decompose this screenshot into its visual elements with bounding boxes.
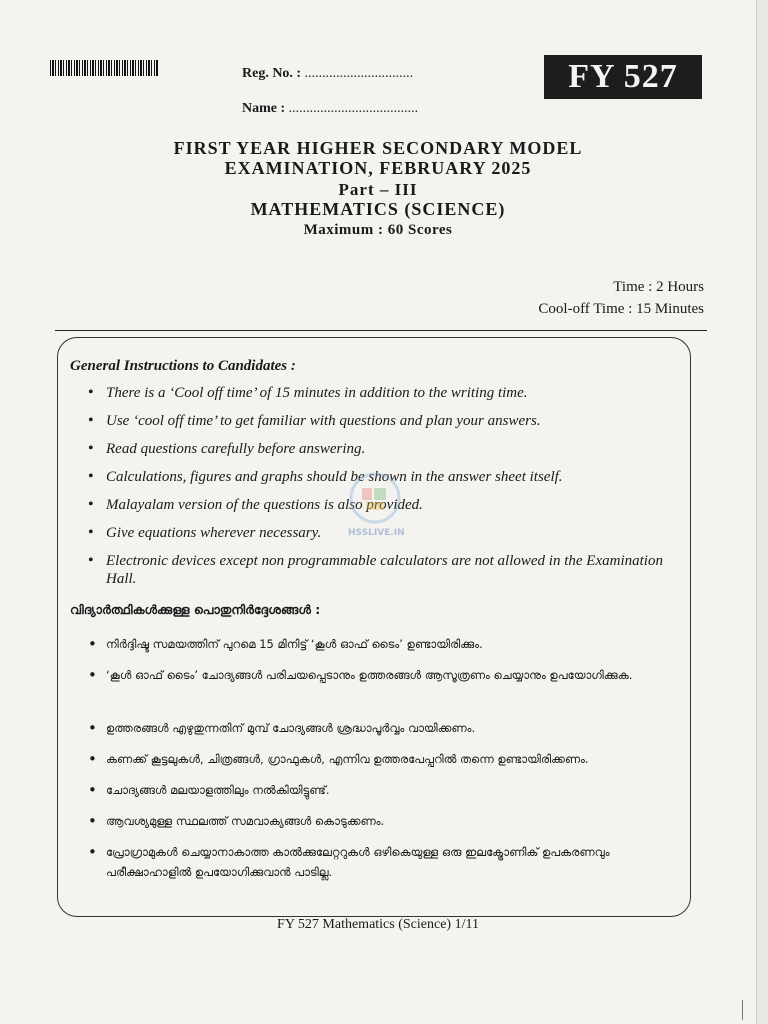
name-dots: .....................................	[288, 101, 419, 116]
instruction-item: • Use ‘cool off time’ to get familiar with questions and plan your answers.	[88, 412, 678, 440]
instructions-heading-ml: വിദ്യാർത്ഥികൾക്കുള്ള പൊതുനിർദ്ദേശങ്ങൾ :	[70, 602, 321, 617]
instruction-item: • Malayalam version of the questions is also provided.	[88, 496, 678, 524]
instruction-item: • There is a ‘Cool off time’ of 15 minutes in addition to the writing time.	[88, 384, 678, 412]
time-allowed: Time : 2 Hours	[613, 279, 704, 295]
watermark-icon	[340, 470, 410, 530]
page-edge-mark	[742, 1000, 743, 1020]
instructions-list-ml	[88, 634, 684, 895]
reg-no-field	[242, 66, 413, 82]
name-field	[242, 101, 418, 117]
divider	[55, 330, 707, 331]
instruction-item-ml: • ചോദ്യങ്ങൾ മലയാളത്തിലും നൽകിയിട്ടുണ്ട്.	[88, 780, 684, 811]
reg-no-dots: ...............................	[304, 66, 414, 81]
page-footer: FY 527 Mathematics (Science) 1/11	[277, 917, 479, 932]
instruction-item-ml: • കണക്ക് കൂട്ടലുകൾ, ചിത്രങ്ങൾ, ഗ്രാഫുകൾ, എന്നിവ ഉത്തരപേപ്പറിൽ തന്നെ ഉണ്ടായിരിക്കണം.	[88, 749, 684, 780]
watermark-logo	[340, 470, 410, 550]
title-part: Part – III	[338, 180, 418, 199]
watermark-text: HSSLIVE.IN	[348, 528, 405, 538]
instruction-item-ml: • പ്രോഗ്രാമുകൾ ചെയ്യാനാകാത്ത കാൽക്കുലേറ്ററുകൾ ഒഴികെയുള്ള ഒരു ഇലക്ട്രോണിക് ഉപകരണവും പരീക്ഷാഹാളിൽ ഉപയോഗിക്കുവാൻ പാടില്ല.	[88, 842, 684, 895]
instruction-item-ml: • ഉത്തരങ്ങൾ എഴുതുന്നതിന് മുമ്പ് ചോദ്യങ്ങൾ ശ്രദ്ധാപൂർവ്വം വായിക്കണം.	[88, 718, 684, 749]
instruction-item-ml: • നിർദ്ദിഷ്ട സമയത്തിന് പുറമെ 15 മിനിട്ട് ‘കൂൾ ഓഫ് ടൈം’ ഉണ്ടായിരിക്കും.	[88, 634, 684, 665]
barcode	[50, 60, 158, 76]
instruction-item-ml: • ആവശ്യമുള്ള സ്ഥലത്ത് സമവാക്യങ്ങൾ കൊടുക്കണം.	[88, 811, 684, 842]
instruction-item: • Give equations wherever necessary.	[88, 524, 678, 552]
instruction-item-ml: • ‘കൂൾ ഓഫ് ടൈം’ ചോദ്യങ്ങൾ പരിചയപ്പെടാനും ഉത്തരങ്ങൾ ആസൂത്രണം ചെയ്യാനും ഉപയോഗിക്കുക.	[88, 665, 684, 718]
title-line-1: FIRST YEAR HIGHER SECONDARY MODEL	[173, 138, 583, 158]
title-subject: MATHEMATICS (SCIENCE)	[250, 199, 506, 219]
instruction-item: • Electronic devices except non programmable calculators are not allowed in the Examination Hall.	[88, 552, 678, 598]
instruction-item: • Read questions carefully before answering.	[88, 440, 678, 468]
title-line-2: EXAMINATION, FEBRUARY 2025	[224, 158, 532, 178]
name-label: Name :	[242, 101, 286, 116]
instruction-item: • Calculations, figures and graphs should be shown in the answer sheet itself.	[88, 468, 678, 496]
paper-code: FY 527	[544, 55, 702, 99]
instructions-heading: General Instructions to Candidates :	[70, 358, 296, 374]
title-max-scores: Maximum : 60 Scores	[303, 222, 453, 238]
instructions-box	[57, 337, 691, 917]
cool-off-time: Cool-off Time : 15 Minutes	[538, 301, 704, 317]
reg-no-label: Reg. No. :	[242, 66, 302, 81]
